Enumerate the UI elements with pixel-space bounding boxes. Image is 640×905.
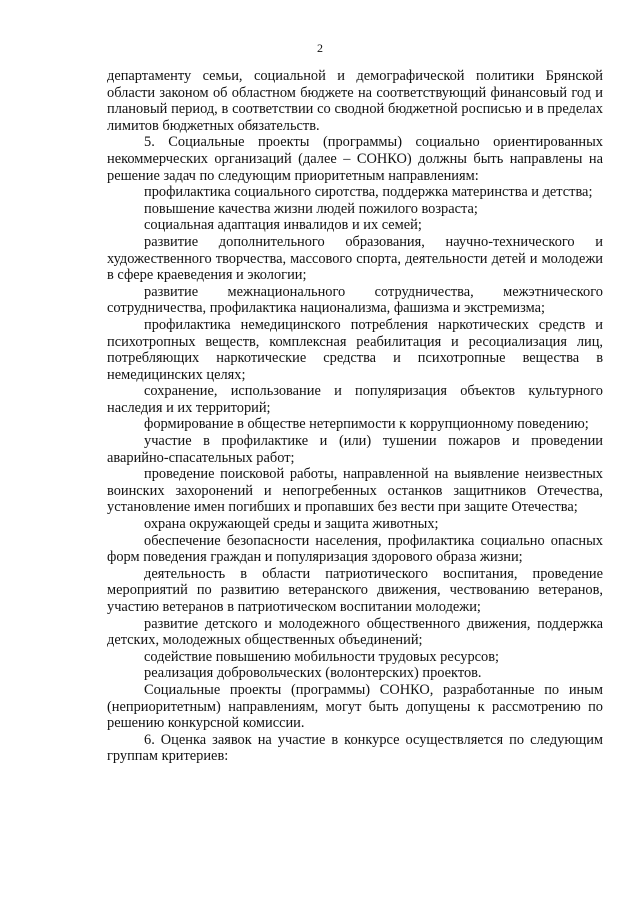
list-item: социальная адаптация инвалидов и их семей; [144,217,422,234]
paragraph: 5. Социальные проекты (программы) социально ориентированных некоммерческих организаций (далее – СОНКО) должны быть направлены на решение задач по следующим приоритетным направлениям: [107,134,603,184]
list-item: профилактика социального сиротства, поддержка материнства и детства; [144,184,593,201]
paragraph: 6. Оценка заявок на участие в конкурсе осуществляется по следующим группам критериев: [107,731,603,765]
list-item: охрана окружающей среды и защита животных; [144,516,439,533]
list-item: проведение поисковой работы, направленной на выявление неизвестных воинских захоронений и непогребенных останков защитников Отечества, установление имен погибших и пропавших без вести при защите Отечества; [107,466,603,516]
list-item: формирование в обществе нетерпимости к коррупционному поведению; [144,416,589,433]
paragraph: Социальные проекты (программы) СОНКО, разработанные по иным (неприоритетным) направлениям, могут быть допущены к рассмотрению по решению конкурсной комиссии. [107,681,603,732]
list-item: сохранение, использование и популяризация объектов культурного наследия и их территорий; [107,383,603,416]
document-body [107,68,603,765]
paragraph: департаменту семьи, социальной и демографической политики Брянской области законом об областном бюджете на соответствующий финансовый год и плановый период, в соответствии со сводной бюджетной росписью и в пределах лимитов бюджетных обязательств. [107,68,603,134]
list-item: обеспечение безопасности населения, профилактика социально опасных форм поведения граждан и популяризация здорового образа жизни; [107,532,603,566]
list-item: профилактика немедицинского потребления наркотических средств и психотропных веществ, комплексная реабилитация и ресоциализация лиц, потребляющих наркотические средства и психотропные вещества в немедицинских целях; [107,316,603,383]
list-item: повышение качества жизни людей пожилого возраста; [144,200,478,217]
list-item: развитие межнационального сотрудничества, межэтнического сотрудничества, профилактика национализма, фашизма и экстремизма; [107,283,603,317]
list-item: участие в профилактике и (или) тушении пожаров и проведении аварийно-спасательных работ; [107,433,603,466]
list-item: реализация добровольческих (волонтерских) проектов. [144,665,482,682]
page-number: 2 [317,41,323,55]
list-item: развитие детского и молодежного общественного движения, поддержка детских, молодежных общественных объединений; [107,615,603,649]
list-item: развитие дополнительного образования, научно-технического и художественного творчества, массового спорта, деятельности детей и молодежи в сфере краеведения и экологии; [107,233,603,284]
list-item: содействие повышению мобильности трудовых ресурсов; [144,648,500,665]
list-item: деятельность в области патриотического воспитания, проведение мероприятий по развитию ветеранского движения, чествованию ветеранов, участию ветеранов в патриотическом воспитании молодежи; [107,565,603,615]
